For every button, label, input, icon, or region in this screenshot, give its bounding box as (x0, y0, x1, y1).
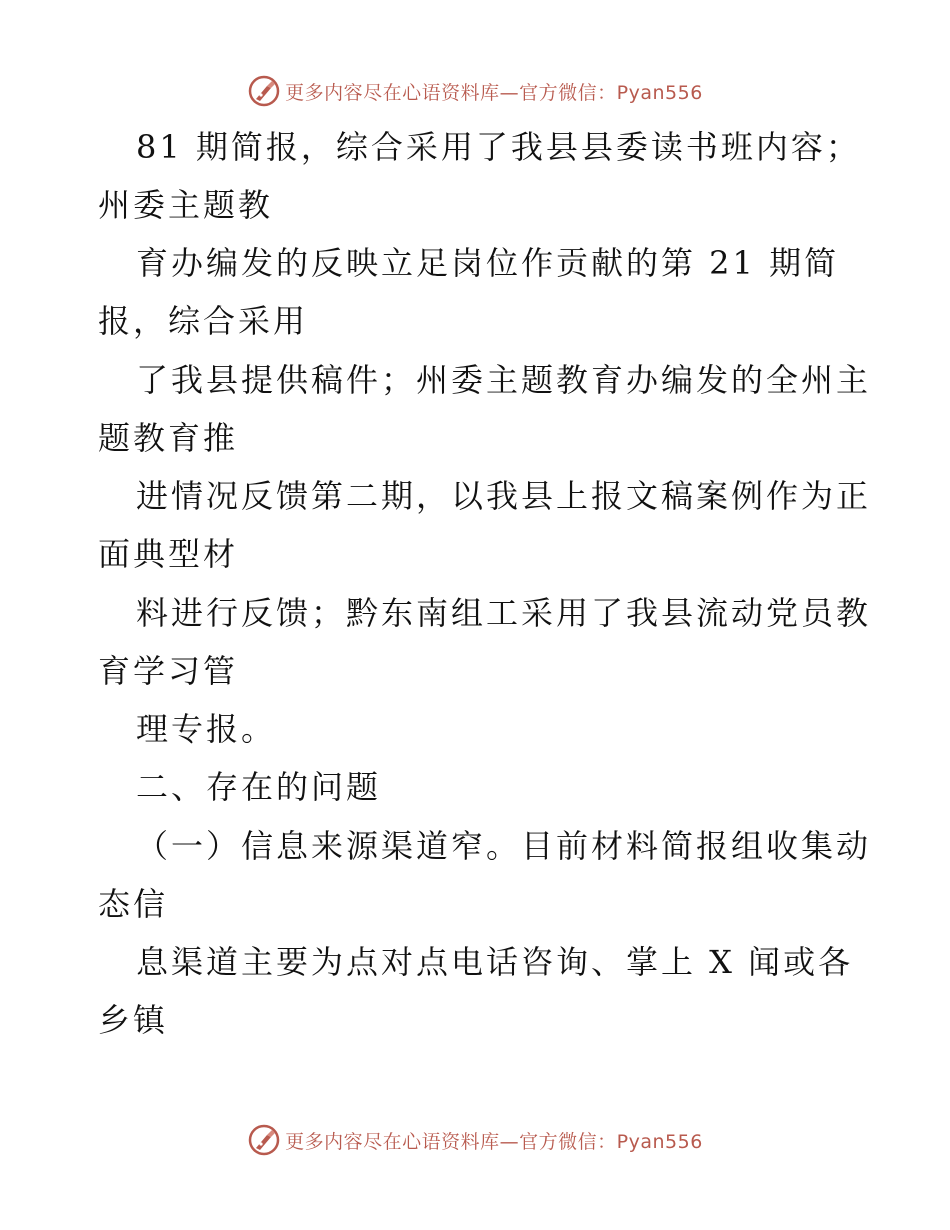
text-line: 息渠道主要为点对点电话咨询、掌上 X 闻或各 (136, 943, 854, 981)
text-line: 态信 (98, 885, 169, 923)
text-line: 育办编发的反映立足岗位作贡献的第 21 期简 (136, 244, 840, 282)
watermark-text: 更多内容尽在心语资料库—官方微信：Pyan556 (285, 81, 703, 104)
text-line: 报，综合采用 (98, 302, 309, 340)
text-line: 州委主题教 (98, 186, 274, 224)
text-line: （一）信息来源渠道窄。目前材料简报组收集动 (136, 827, 872, 865)
text-line: 育学习管 (98, 652, 239, 690)
text-line: 乡镇 (98, 1001, 169, 1039)
pen-nib-logo-icon (247, 1123, 281, 1157)
text-line: 料进行反馈；黔东南组工采用了我县流动党员教 (136, 594, 872, 632)
section-heading: 二、存在的问题 (136, 768, 382, 806)
pen-nib-logo-icon (247, 74, 281, 108)
header-watermark-banner (0, 71, 950, 111)
watermark-text: 更多内容尽在心语资料库—官方微信：Pyan556 (285, 1130, 703, 1153)
text-line: 题教育推 (98, 419, 239, 457)
text-line: 了我县提供稿件；州委主题教育办编发的全州主 (136, 361, 872, 399)
text-line: 81 期简报，综合采用了我县县委读书班内容； (136, 128, 861, 166)
text-line: 面典型材 (98, 535, 239, 573)
footer-watermark-banner (0, 1120, 950, 1160)
text-line: 进情况反馈第二期，以我县上报文稿案例作为正 (136, 477, 872, 515)
text-line: 理专报。 (136, 710, 277, 748)
